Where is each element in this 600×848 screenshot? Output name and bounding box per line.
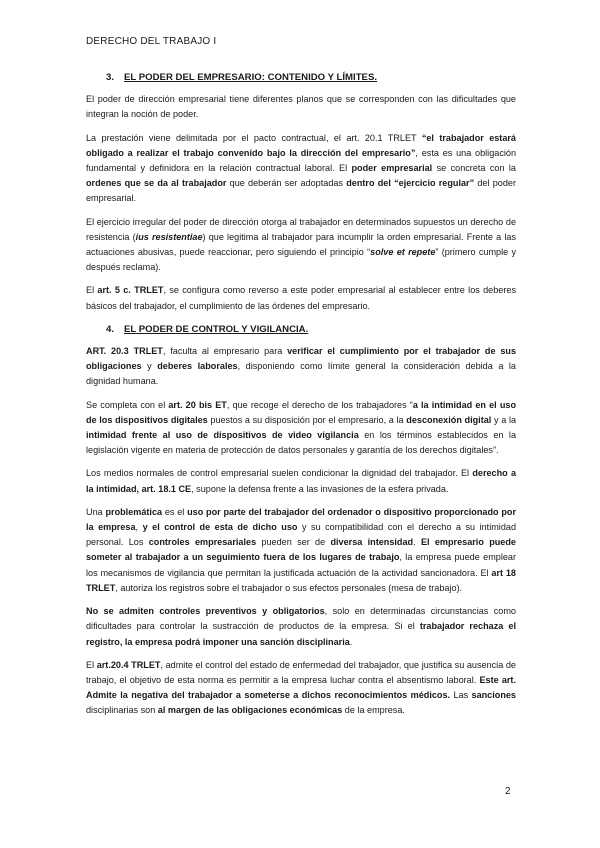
- emphasis-run: ordenes que se da al trabajador: [86, 178, 227, 189]
- emphasis-run: art. 5 c. TRLET: [97, 285, 164, 296]
- text-run: , la empresa puede emplear los mecanismos de vigilancia que permitan la justificada actuación de la actividad sancionadora. El: [86, 552, 516, 578]
- text-run: , se configura como reverso a este poder empresarial al establecer entre los deberes básicos del trabajador, el cumplimiento de las órdenes del empresario.: [86, 285, 516, 311]
- emphasis-run: verificar el cumplimiento por el trabajador de sus obligaciones: [86, 346, 517, 372]
- section-title: EL PODER DE CONTROL Y VIGILANCIA.: [124, 323, 309, 335]
- text-run: de la empresa.: [342, 705, 405, 716]
- page-number: 2: [505, 786, 511, 797]
- paragraph: [86, 344, 516, 390]
- text-run: El: [86, 659, 97, 670]
- emphasis-run: art 18 TRLET: [86, 567, 516, 593]
- text-run: puestos a su disposición por el empresario, a la: [207, 414, 407, 425]
- text-run: El poder de dirección empresarial tiene diferentes planos que se corresponden con las dificultades que integran la noción de poder.: [86, 94, 516, 120]
- text-run: y su compatibilidad con el derecho a su intimidad personal. Los: [86, 522, 517, 548]
- emphasis-run: Este art. Admite la negativa del trabajador a someterse a dichos reconocimientos médicos.: [86, 674, 516, 701]
- text-run: Las: [450, 690, 472, 701]
- emphasis-run: art.20.4 TRLET: [96, 659, 161, 670]
- emphasis-run: No se admiten controles preventivos y obligatorios: [86, 606, 325, 617]
- text-run: , que recoge el derecho de los trabajadores “: [226, 399, 413, 410]
- text-run: , faculta al empresario para: [162, 346, 288, 357]
- text-run: , solo en determinadas circunstancias como dificultades para controlar la sustracción de productos de la empresa. Si el: [86, 606, 516, 632]
- emphasis-run: desconexión digital: [406, 414, 492, 425]
- emphasis-run: derecho a la intimidad, art. 18.1 CE: [86, 468, 516, 494]
- text-run: del poder empresarial.: [86, 178, 516, 204]
- emphasis-run: controles empresariales: [148, 537, 257, 548]
- emphasis-run: y el control de esta de dicho uso: [142, 522, 298, 533]
- emphasis-run: deberes laborales: [157, 361, 238, 372]
- emphasis-run: uso por parte del trabajador del ordenador o dispositivo proporcionado por la empresa: [86, 506, 516, 533]
- emphasis-run: art. 20 bis ET: [168, 399, 227, 410]
- text-run: La prestación viene delimitada por el pacto contractual, el art. 20.1 TRLET: [86, 132, 422, 143]
- text-run: , esta es una obligación fundamental y definidora en la relación contractual laboral. El: [86, 147, 516, 174]
- emphasis-run: al margen de las obligaciones económicas: [157, 705, 343, 716]
- text-run: .: [349, 636, 353, 647]
- text-run: El: [86, 285, 98, 296]
- paragraph: [86, 466, 516, 496]
- text-run: en los términos establecidos en la legislación vigente en materia de protección de datos personales y garantía de los derechos digitales”.: [86, 430, 517, 456]
- text-run: Los medios normales de control empresarial suelen condicionar la dignidad del trabajador. El: [86, 468, 473, 479]
- emphasis-run: trabajador rechaza el registro, la empresa podrá imponer una sanción disciplinaria: [86, 621, 516, 647]
- paragraph: [86, 283, 516, 313]
- section-3: [86, 70, 516, 314]
- paragraph: [86, 215, 516, 276]
- section-4: [86, 322, 516, 719]
- section-heading: [106, 70, 516, 85]
- text-run: , autoriza los registros sobre el trabajador o sus efectos personales (mesa de trabajo).: [115, 582, 463, 593]
- emphasis-run: a la intimidad en el uso de los dispositivos digitales: [86, 399, 516, 425]
- text-run: , disponiendo como límite general la consideración debida a la dignidad humana.: [86, 361, 516, 387]
- emphasis-run: ART. 20.3 TRLET: [86, 346, 163, 357]
- emphasis-run: diversa intensidad: [330, 537, 414, 548]
- text-run: es el: [162, 506, 188, 517]
- page-content: [86, 70, 516, 727]
- paragraph: [86, 131, 516, 207]
- emphasis-run: sanciones: [471, 690, 516, 701]
- emphasis-run: ius resistentiae: [135, 231, 203, 242]
- paragraph: [86, 398, 516, 459]
- text-run: se concreta con la: [432, 163, 516, 174]
- emphasis-run: El empresario puede someter al trabajador a un seguimiento fuera de los lugares de trabajo: [86, 537, 516, 563]
- paragraph: [86, 658, 516, 719]
- text-run: pueden ser de: [256, 537, 331, 548]
- emphasis-run: intimidad frente al uso de dispositivos de video vigilancia: [86, 430, 359, 441]
- text-run: y: [141, 361, 158, 372]
- emphasis-run: poder empresarial: [351, 163, 433, 174]
- text-run: que deberán ser adoptadas: [226, 178, 347, 189]
- text-run: y a la: [491, 414, 517, 425]
- text-run: disciplinarias son: [86, 705, 158, 716]
- paragraph: [86, 92, 516, 122]
- text-run: Una: [86, 506, 106, 517]
- text-run: El ejercicio irregular del poder de dirección otorga al trabajador en determinados supuestos un derecho de resistencia (: [86, 216, 516, 242]
- paragraph: [86, 604, 516, 650]
- text-run: .: [413, 537, 421, 548]
- text-run: Se completa con el: [86, 399, 169, 410]
- text-run: , admite el control del estado de enfermedad del trabajador, que justifica su ausencia de trabajo, el objetivo de esta norma es permitir a la empresa luchar contra el absentismo laboral.: [86, 659, 516, 685]
- text-run: ) que legitima al trabajador para incumplir la orden empresarial. Frente a las actuaciones abusivas, puede reaccionar, pero siguiendo el principio “: [86, 231, 516, 258]
- text-run: ,: [135, 522, 143, 533]
- paragraph: [86, 505, 516, 596]
- section-number: 4.: [106, 323, 115, 335]
- emphasis-run: problemática: [105, 506, 163, 517]
- emphasis-run: “el trabajador estará obligado a realizar el trabajo convenido bajo la dirección del empresario”: [86, 132, 516, 158]
- running-header: DERECHO DEL TRABAJO I: [86, 36, 217, 47]
- emphasis-run: dentro del “ejercicio regular”: [346, 178, 475, 189]
- emphasis-run: solve et repete: [370, 247, 436, 258]
- text-run: ” (primero cumple y después reclama).: [86, 247, 516, 273]
- section-number: 3.: [106, 72, 115, 83]
- text-run: , supone la defensa frente a las invasiones de la esfera privada.: [191, 483, 449, 494]
- section-heading: [106, 322, 516, 337]
- section-title: EL PODER DEL EMPRESARIO: CONTENIDO Y LÍMITES.: [124, 72, 378, 83]
